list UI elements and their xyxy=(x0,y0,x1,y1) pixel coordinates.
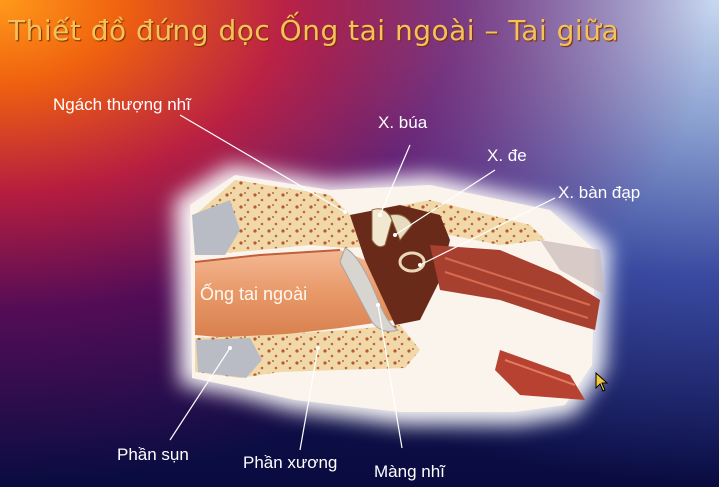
label-ngach-thuong-nhi: Ngách thượng nhĩ xyxy=(53,95,191,114)
label-phan-sun: Phần sụn xyxy=(117,445,189,464)
label-x-ban-dap: X. bàn đạp xyxy=(558,183,641,202)
mouse-cursor-icon xyxy=(595,372,609,392)
label-ong-tai-ngoai: Ống tai ngoài xyxy=(200,284,308,304)
label-x-bua: X. búa xyxy=(378,113,428,132)
slide-title: Thiết đồ đứng dọc Ống tai ngoài – Tai giữa xyxy=(8,14,620,47)
label-mang-nhi: Màng nhĩ xyxy=(374,462,445,481)
label-phan-xuong: Phần xương xyxy=(243,453,338,472)
label-x-de: X. đe xyxy=(487,146,527,165)
